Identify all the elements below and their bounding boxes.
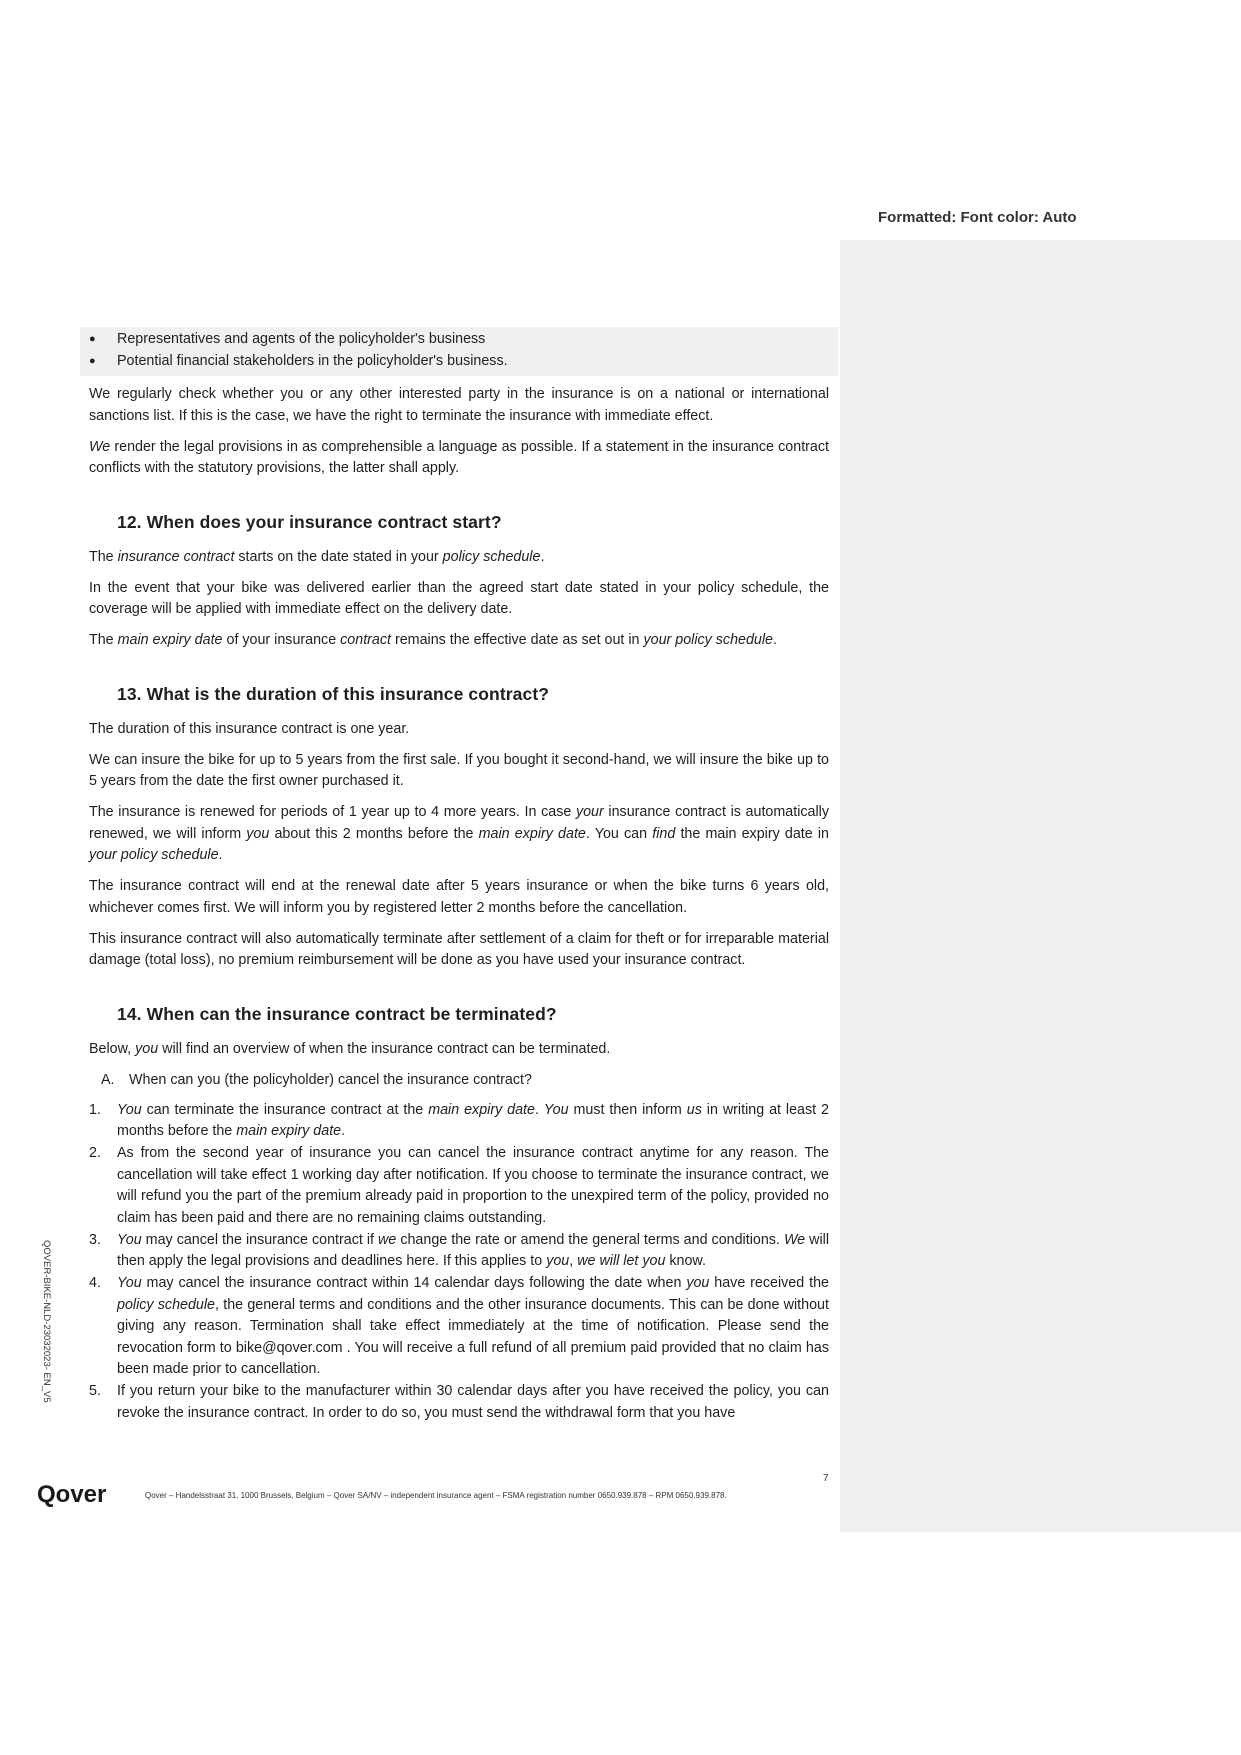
section-13-paragraph: The insurance is renewed for periods of 1 year up to 4 more years. In case your insurance contract is automatically renewed, we will inform you about this 2 months before the main expiry date. You can find the main expiry date in your policy schedule.	[89, 804, 829, 863]
list-item: ● Representatives and agents of the policyholder's business	[89, 328, 838, 350]
paragraph-sanctions: We regularly check whether you or any other interested party in the insurance is on a national or international sanctions list. If this is the case, we have the right to terminate the insurance with immediate effect.	[89, 386, 829, 424]
list-item: 1. You can terminate the insurance contract at the main expiry date. You must then inform us in writing at least 2 months before the main expiry date.	[89, 1101, 829, 1139]
list-item: 4. You may cancel the insurance contract within 14 calendar days following the date when you have received the policy schedule, the general terms and conditions and the other insurance documents. This can be done without giving any reason. Termination shall take effect immediately at the time of notification. Please send the revocation form to bike@qover.com . You will receive a full refund of all premium paid provided that no claim has been made prior to cancellation.	[89, 1275, 829, 1377]
list-item-number: 5.	[89, 1383, 101, 1399]
page-number: 7	[823, 1473, 829, 1484]
footer-text: Qover – Handelsstraat 31, 1000 Brussels, Belgium – Qover SA/NV – independent insurance agent – FSMA registration number 0650.939.878 – RPM 0650.939.878.	[145, 1491, 727, 1500]
svg-text:Qover: Qover	[37, 1481, 107, 1508]
section-14-intro: Below, you will find an overview of when the insurance contract can be terminated.	[89, 1040, 611, 1057]
list-item-number: 4.	[89, 1275, 101, 1291]
section-12-paragraph: The main expiry date of your insurance contract remains the effective date as set out in your policy schedule.	[89, 632, 777, 648]
list-item: ● Potential financial stakeholders in the policyholder's business.	[89, 350, 838, 372]
qover-logo	[37, 1478, 117, 1508]
section-14-subheading: A. When can you (the policyholder) cancel the insurance contract?	[101, 1071, 532, 1088]
section-14-heading: 14. When can the insurance contract be terminated?	[117, 1003, 557, 1024]
list-item: 2. As from the second year of insurance you can cancel the insurance contract anytime for any reason. The cancellation will take effect 1 working day after notification. If you choose to terminate the insurance contract, we will refund you the part of the premium already paid in proportion to the unexpired term of the policy, provided no claim has been paid and there are no remaining claims outstanding.	[89, 1145, 829, 1226]
section-12-heading: 12. When does your insurance contract start?	[117, 511, 502, 532]
section-13-paragraph: We can insure the bike for up to 5 years from the first sale. If you bought it second-hand, we will insure the bike up to 5 years from the date the first owner purchased it.	[89, 751, 829, 789]
section-13-paragraph: The insurance contract will end at the renewal date after 5 years insurance or when the bike turns 6 years old, whichever comes first. We will inform you by registered letter 2 months before the cancellation.	[89, 878, 829, 916]
termination-list	[89, 1100, 829, 1425]
section-13-paragraph: The duration of this insurance contract is one year.	[89, 720, 410, 737]
document-code: QOVER-BIKE-NLD-23032023- EN_V5	[41, 1240, 52, 1403]
section-12-paragraph: In the event that your bike was delivered earlier than the agreed start date stated in your policy schedule, the coverage will be applied with immediate effect on the delivery date.	[89, 579, 829, 617]
document-body	[89, 327, 829, 1425]
section-12-paragraph: The insurance contract starts on the date stated in your policy schedule.	[89, 548, 545, 565]
list-item-number: 3.	[89, 1231, 101, 1248]
comment-label: Formatted: Font color: Auto	[878, 209, 1077, 226]
section-13-heading: 13. What is the duration of this insurance contract?	[117, 683, 550, 704]
list-item: 3. You may cancel the insurance contract if we change the rate or amend the general terms and conditions. We will then apply the legal provisions and deadlines here. If this applies to you, we will let you know.	[89, 1231, 830, 1269]
section-13-paragraph: This insurance contract will also automatically terminate after settlement of a claim for theft or for irreparable material damage (total loss), no premium reimbursement will be done as you have used your insurance contract.	[89, 930, 829, 968]
list-item: 5. If you return your bike to the manufacturer within 30 calendar days after you have received the policy, you can revoke the insurance contract. In order to do so, you must send the withdrawal form that you have	[89, 1383, 829, 1421]
intro-bullet-list	[80, 327, 838, 376]
list-item-number: 1.	[89, 1101, 101, 1118]
comment-pane	[840, 240, 1241, 1532]
list-item-number: 2.	[89, 1145, 101, 1161]
paragraph-legal: We render the legal provisions in as comprehensible a language as possible. If a statement in the insurance contract conflicts with the statutory provisions, the latter shall apply.	[89, 438, 829, 476]
